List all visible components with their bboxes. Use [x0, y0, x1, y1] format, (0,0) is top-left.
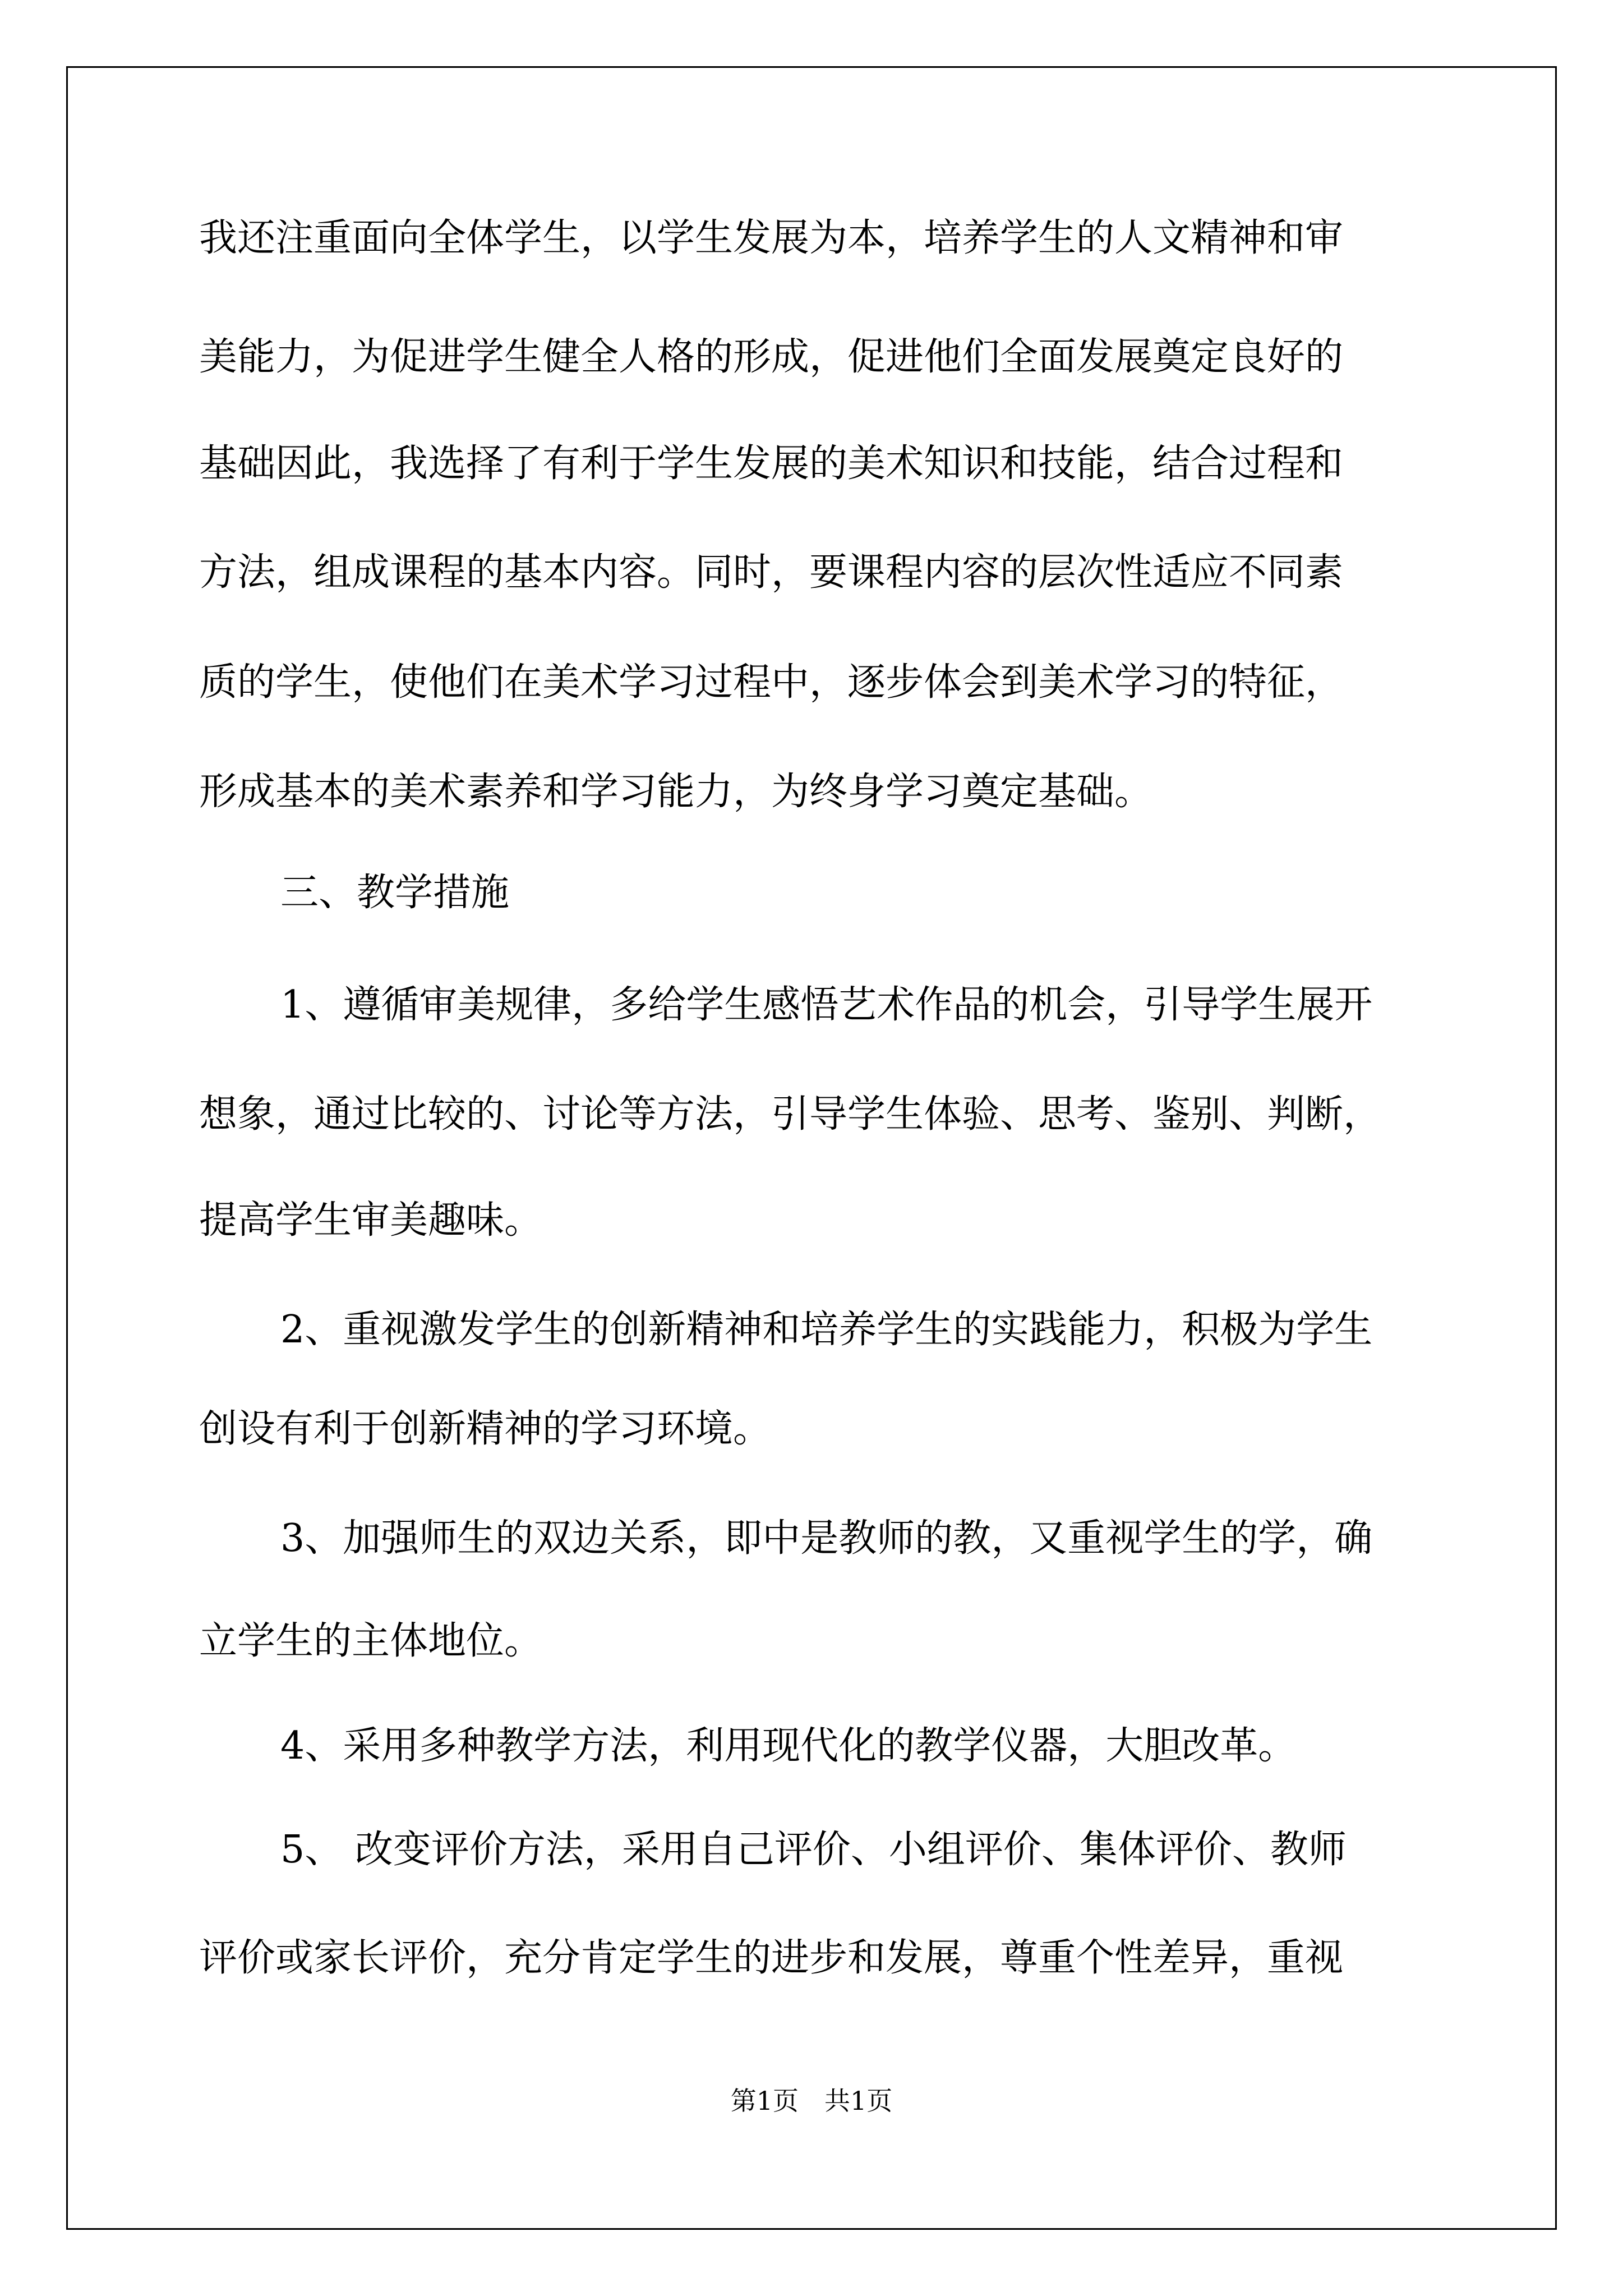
paragraph-line: 立学生的主体地位。	[199, 1619, 543, 1663]
section-heading: 三、教学措施	[280, 871, 510, 915]
paragraph-line: 我还注重面向全体学生，以学生发展为本，培养学生的人文精神和审	[199, 216, 1344, 260]
paragraph-line: 5、 改变评价方法，采用自己评价、小组评价、集体评价、教师	[280, 1828, 1347, 1872]
paragraph-line: 方法，组成课程的基本内容。同时，要课程内容的层次性适应不同素	[199, 550, 1344, 595]
paragraph-line: 基础因此，我选择了有利于学生发展的美术知识和技能，结合过程和	[199, 441, 1344, 486]
paragraph-line: 美能力，为促进学生健全人格的形成，促进他们全面发展奠定良好的	[199, 335, 1344, 379]
paragraph-line: 提高学生审美趣味。	[199, 1198, 543, 1243]
paragraph-line: 1、遵循审美规律，多给学生感悟艺术作品的机会，引导学生展开	[280, 983, 1373, 1027]
paragraph-line: 4、采用多种教学方法，利用现代化的教学仪器，大胆改革。	[280, 1724, 1297, 1768]
paragraph-line: 2、重视激发学生的创新精神和培养学生的实践能力，积极为学生	[280, 1308, 1373, 1352]
paragraph-line: 评价或家长评价，充分肯定学生的进步和发展，尊重个性差异，重视	[199, 1936, 1344, 1980]
paragraph-line: 3、加强师生的双边关系，即中是教师的教，又重视学生的学，确	[280, 1516, 1373, 1561]
paragraph-line: 形成基本的美术素养和学习能力，为终身学习奠定基础。	[199, 770, 1153, 814]
paragraph-line: 想象，通过比较的、讨论等方法，引导学生体验、思考、鉴别、判断，	[199, 1092, 1382, 1137]
paragraph-line: 质的学生，使他们在美术学习过程中，逐步体会到美术学习的特征，	[199, 660, 1344, 705]
paragraph-line: 创设有利于创新精神的学习环境。	[199, 1407, 772, 1451]
page-border	[66, 66, 1557, 2230]
page-footer: 第1页 共1页	[730, 2086, 893, 2116]
